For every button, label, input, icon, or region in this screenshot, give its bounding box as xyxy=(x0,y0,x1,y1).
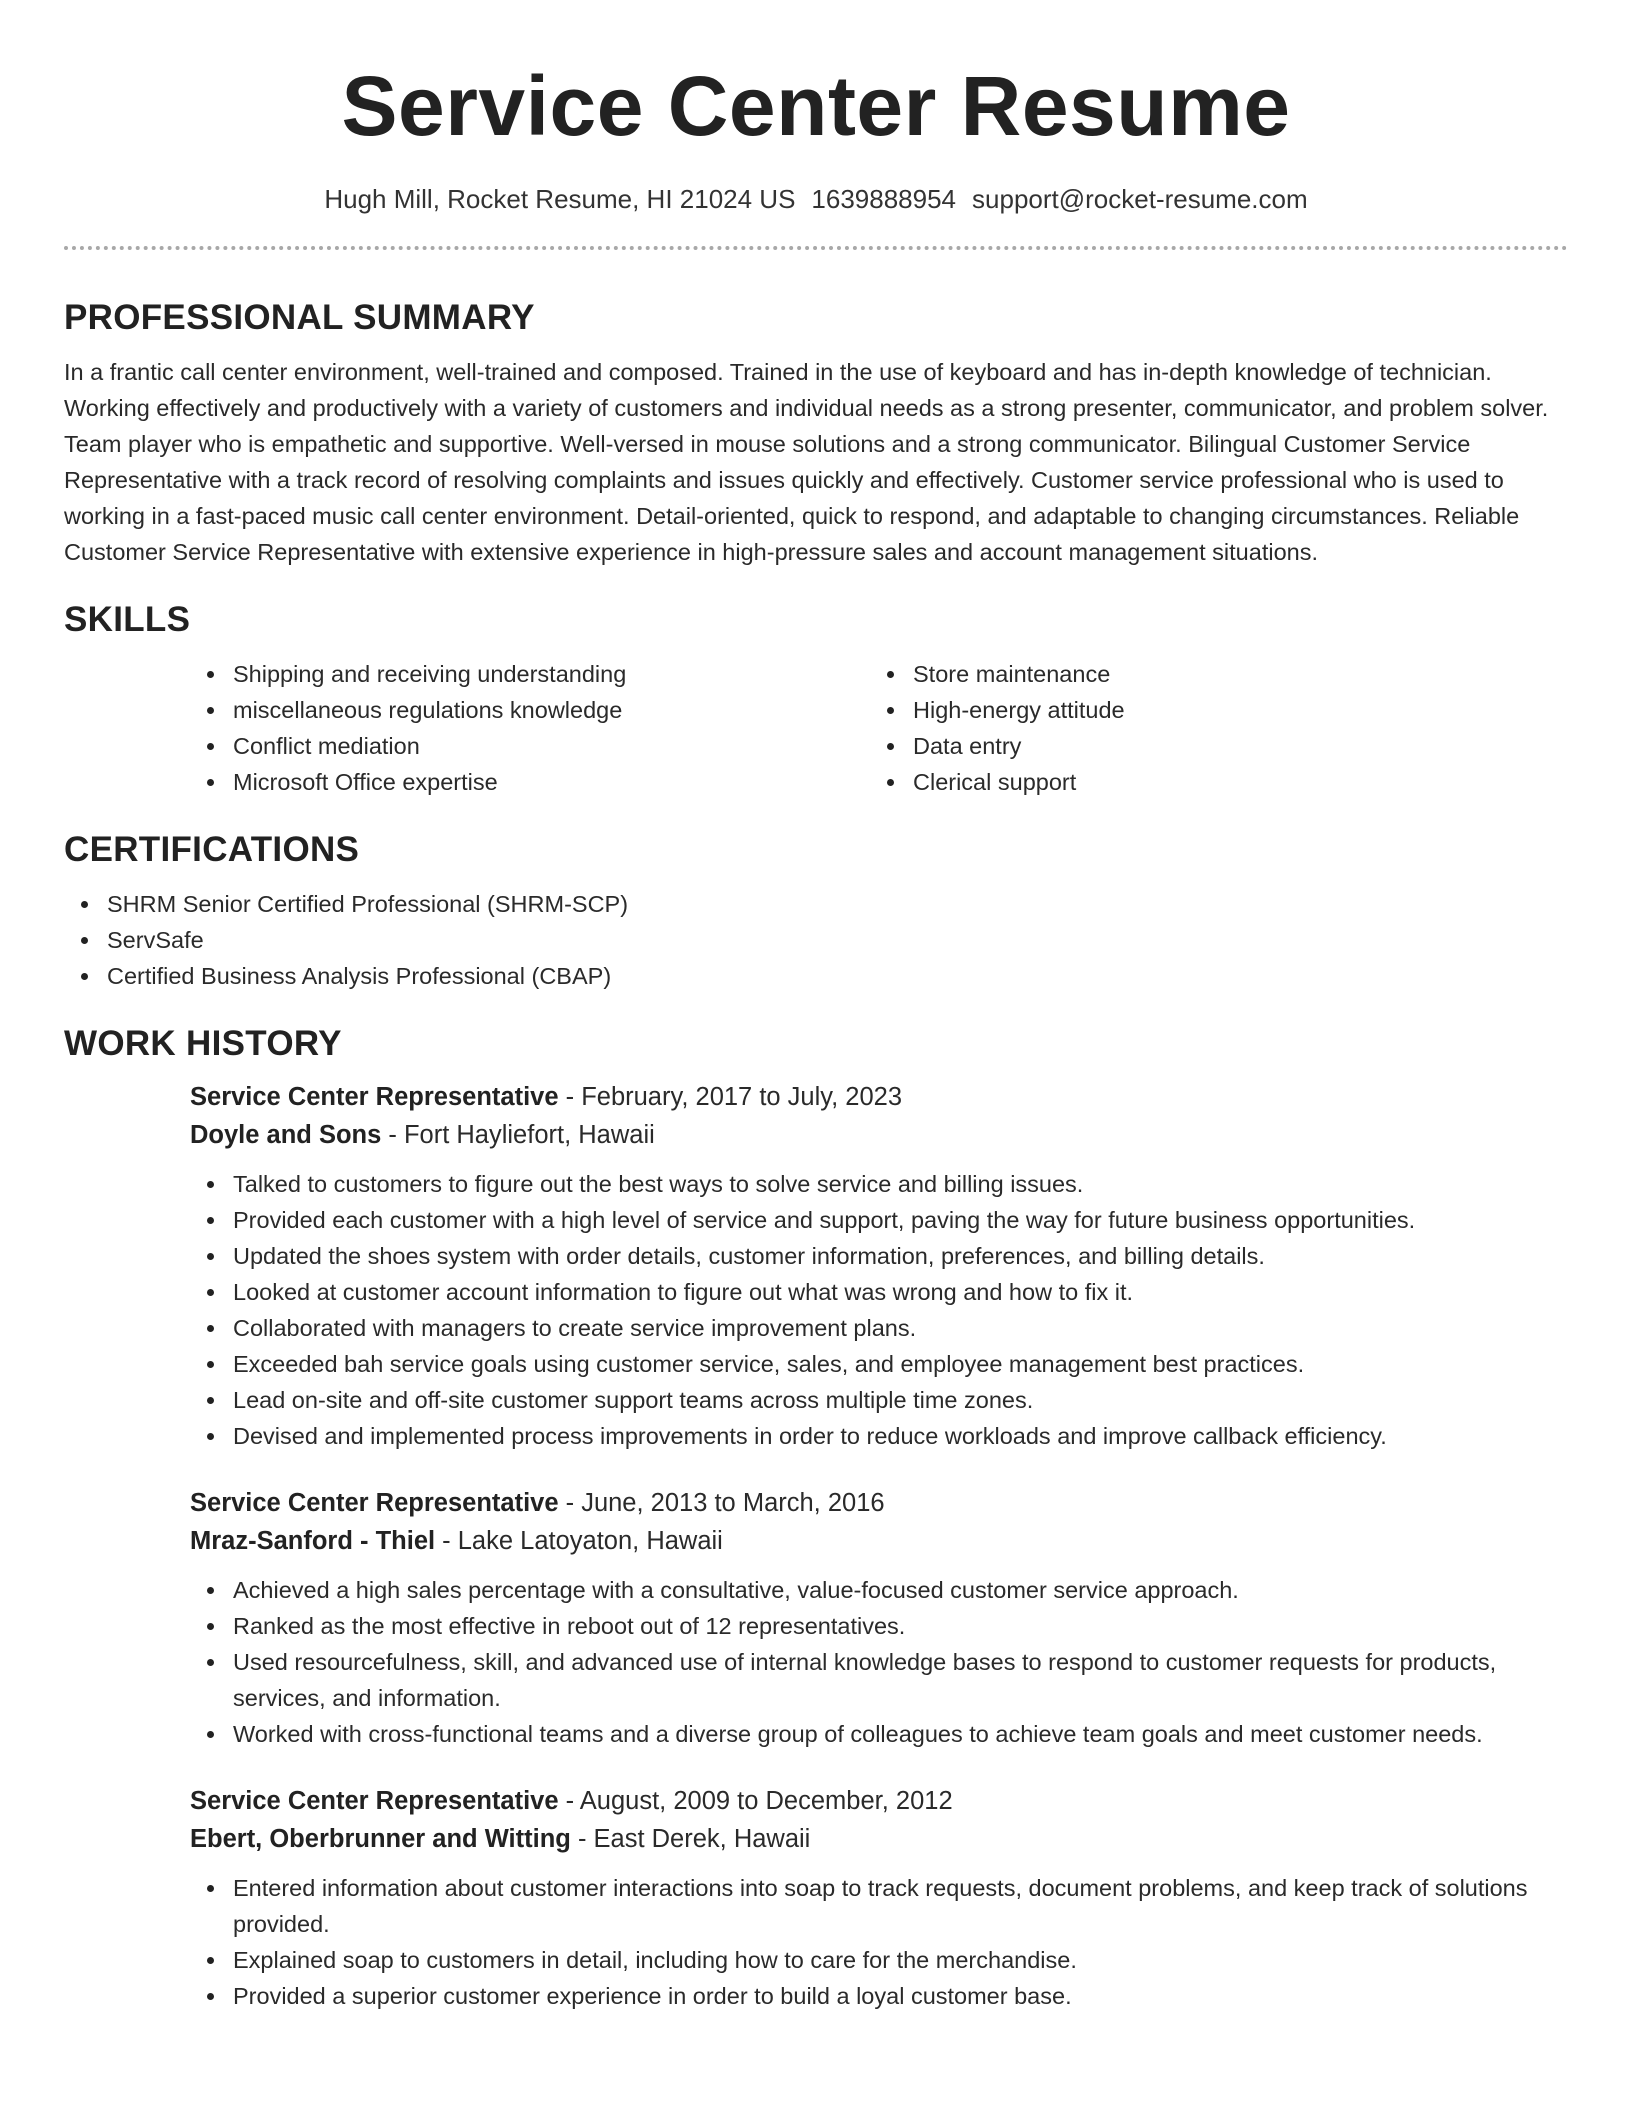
skills-section xyxy=(64,598,1568,800)
contact-address: Hugh Mill, Rocket Resume, HI 21024 US xyxy=(324,184,796,214)
skills-heading: SKILLS xyxy=(64,600,191,639)
job-duty: Looked at customer account information to figure out what was wrong and how to fix it. xyxy=(190,1274,1568,1310)
job-duty: Entered information about customer interactions into soap to track requests, document problems, and keep track of solutions provided. xyxy=(190,1870,1568,1942)
skill-item: Clerical support xyxy=(870,764,1550,800)
certification-item: SHRM Senior Certified Professional (SHRM-SCP) xyxy=(64,886,1568,922)
skill-item: miscellaneous regulations knowledge xyxy=(190,692,870,728)
job-title: Service Center Representative xyxy=(190,1083,559,1111)
certifications-heading: CERTIFICATIONS xyxy=(64,830,360,869)
job-duty: Ranked as the most effective in reboot out of 12 representatives. xyxy=(190,1608,1568,1644)
job-entry xyxy=(190,1484,1568,1752)
job-title: Service Center Representative xyxy=(190,1489,559,1517)
job-duties xyxy=(190,1572,1568,1752)
job-duty: Provided a superior customer experience in order to build a loyal customer base. xyxy=(190,1978,1568,2014)
job-entry xyxy=(190,1782,1568,2014)
skill-item: Shipping and receiving understanding xyxy=(190,656,870,692)
job-title-line xyxy=(190,1078,1568,1116)
job-duty: Exceeded bah service goals using customer service, sales, and employee management best practices. xyxy=(190,1346,1568,1382)
job-company-line xyxy=(190,1820,1568,1858)
job-location: - East Derek, Hawaii xyxy=(570,1825,811,1853)
skill-item: Microsoft Office expertise xyxy=(190,764,870,800)
certification-item: ServSafe xyxy=(64,922,1568,958)
work-history-section xyxy=(64,1022,1568,2014)
work-history-heading: WORK HISTORY xyxy=(64,1024,342,1063)
job-entry xyxy=(190,1078,1568,1454)
contact-line xyxy=(64,182,1568,216)
job-company-line xyxy=(190,1522,1568,1560)
certifications-section xyxy=(64,828,1568,994)
job-location: - Fort Hayliefort, Hawaii xyxy=(381,1121,655,1149)
skill-item: Data entry xyxy=(870,728,1550,764)
job-company: Ebert, Oberbrunner and Witting xyxy=(190,1825,571,1853)
job-dates: - February, 2017 to July, 2023 xyxy=(558,1083,903,1111)
job-duty: Achieved a high sales percentage with a consultative, value-focused customer service approach. xyxy=(190,1572,1568,1608)
contact-email[interactable]: support@rocket-resume.com xyxy=(972,184,1308,214)
job-company: Doyle and Sons xyxy=(190,1121,382,1149)
certification-item: Certified Business Analysis Professional (CBAP) xyxy=(64,958,1568,994)
job-title-line xyxy=(190,1484,1568,1522)
job-title: Service Center Representative xyxy=(190,1787,559,1815)
resume-page xyxy=(64,0,1568,2014)
summary-heading: PROFESSIONAL SUMMARY xyxy=(64,298,535,337)
skill-item: Store maintenance xyxy=(870,656,1550,692)
job-duties xyxy=(190,1166,1568,1454)
job-location: - Lake Latoyaton, Hawaii xyxy=(435,1527,723,1555)
job-company: Mraz-Sanford - Thiel xyxy=(190,1527,436,1555)
skill-item: High-energy attitude xyxy=(870,692,1550,728)
contact-phone: 1639888954 xyxy=(811,184,957,214)
summary-section xyxy=(64,296,1568,570)
header-divider xyxy=(64,246,1568,250)
job-dates: - June, 2013 to March, 2016 xyxy=(558,1489,885,1517)
certifications-list xyxy=(64,886,1568,994)
resume-title: Service Center Resume xyxy=(341,59,1291,153)
skills-left-column xyxy=(190,656,870,800)
summary-text: In a frantic call center environment, well-trained and composed. Trained in the use of keyboard and has in-depth knowledge of technician. Working effectively and productively with a variety of customers and individual needs as a strong presenter, communicator, and problem solver. Team player who is empathetic and supportive. Well-versed in mouse solutions and a strong communicator. Bilingual Customer Service Representative with a track record of resolving complaints and issues quickly and effectively. Customer service professional who is used to working in a fast-paced music call center environment. Detail-oriented, quick to respond, and adaptable to changing circumstances. Reliable Customer Service Representative with extensive experience in high-pressure sales and account management situations. xyxy=(64,359,1549,565)
skills-grid xyxy=(190,656,1568,800)
job-duty: Explained soap to customers in detail, including how to care for the merchandise. xyxy=(190,1942,1568,1978)
job-duty: Provided each customer with a high level of service and support, paving the way for future business opportunities. xyxy=(190,1202,1568,1238)
job-dates: - August, 2009 to December, 2012 xyxy=(558,1787,953,1815)
skill-item: Conflict mediation xyxy=(190,728,870,764)
job-duty: Worked with cross-functional teams and a diverse group of colleagues to achieve team goals and meet customer needs. xyxy=(190,1716,1568,1752)
job-duty: Devised and implemented process improvements in order to reduce workloads and improve callback efficiency. xyxy=(190,1418,1568,1454)
job-duties xyxy=(190,1870,1568,2014)
job-title-line xyxy=(190,1782,1568,1820)
job-duty: Used resourcefulness, skill, and advanced use of internal knowledge bases to respond to customer requests for products, services, and information. xyxy=(190,1644,1568,1716)
job-duty: Talked to customers to figure out the best ways to solve service and billing issues. xyxy=(190,1166,1568,1202)
job-duty: Updated the shoes system with order details, customer information, preferences, and billing details. xyxy=(190,1238,1568,1274)
job-duty: Lead on-site and off-site customer support teams across multiple time zones. xyxy=(190,1382,1568,1418)
skills-right-column xyxy=(870,656,1550,800)
job-duty: Collaborated with managers to create service improvement plans. xyxy=(190,1310,1568,1346)
job-company-line xyxy=(190,1116,1568,1154)
